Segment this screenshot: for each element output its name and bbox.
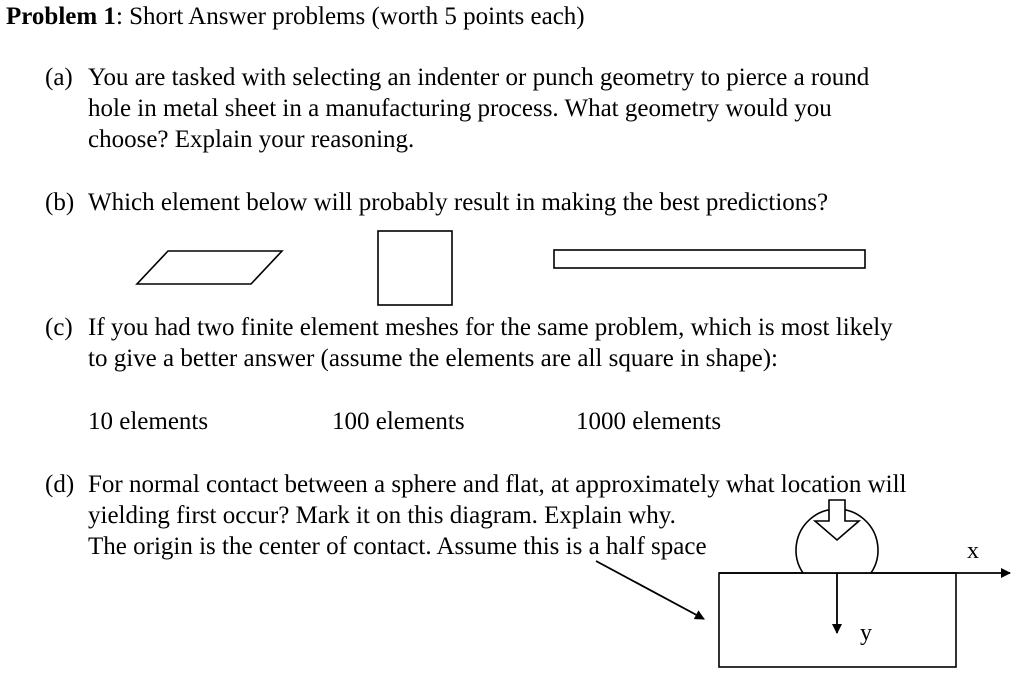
long-rectangle-element <box>554 250 865 268</box>
problem-subtitle: : Short Answer problems (worth 5 points each) <box>115 3 585 30</box>
part-b-label: (b) <box>45 189 75 216</box>
part-d-label: (d) <box>45 471 75 498</box>
option-100-elements: 100 elements <box>332 408 465 435</box>
part-c-line-2: to give a better answer (assume the elements are all square in shape): <box>88 345 779 372</box>
part-a-label: (a) <box>45 64 73 91</box>
part-a-line-3: choose? Explain your reasoning. <box>88 126 415 153</box>
part-d-line-3: The origin is the center of contact. Assume this is a half space <box>88 533 707 560</box>
parallelogram-element <box>137 251 282 284</box>
option-1000-elements: 1000 elements <box>576 408 722 435</box>
option-10-elements: 10 elements <box>88 408 209 435</box>
x-axis-label: x <box>967 538 979 564</box>
part-a-line-2: hole in metal sheet in a manufacturing process. What geometry would you <box>88 95 832 122</box>
square-element <box>378 231 452 305</box>
part-d-line-1: For normal contact between a sphere and flat, at approximately what location will <box>88 471 907 498</box>
part-c-line-1: If you had two finite element meshes for the same problem, which is most likely <box>88 314 893 341</box>
part-d-line-2: yielding first occur? Mark it on this diagram. Explain why. <box>88 502 676 529</box>
part-b-line-1: Which element below will probably result in making the best predictions? <box>88 189 829 216</box>
part-c-label: (c) <box>45 314 73 341</box>
y-axis-label: y <box>860 620 872 646</box>
part-a-line-1: You are tasked with selecting an indenter or punch geometry to pierce a round <box>88 64 870 91</box>
pointer-arrow <box>596 561 704 619</box>
problem-number: Problem 1 <box>6 3 116 30</box>
